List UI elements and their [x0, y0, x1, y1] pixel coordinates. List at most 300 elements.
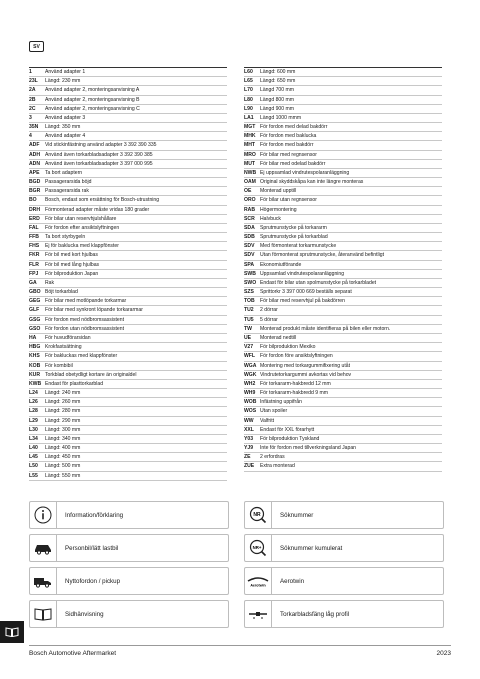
code-description: Extra monterad [260, 463, 295, 470]
code-row [29, 444, 227, 453]
code-description: Längd: 280 mm [45, 408, 81, 415]
code-abbreviation: L30 [29, 426, 38, 433]
code-description: Längd: 550 mm [45, 472, 81, 479]
code-abbreviation: SWO [244, 279, 257, 286]
code-description: Monterad produkt måste identifieras på bilen eller motorn. [260, 325, 391, 332]
code-row [29, 160, 227, 169]
code-row [29, 224, 227, 233]
code-description: För bilar med motlöpande torkarmar [45, 298, 127, 305]
svg-text:Aerotwin: Aerotwin [250, 583, 266, 588]
code-row [29, 178, 227, 187]
code-abbreviation: SDV [244, 243, 255, 250]
code-abbreviation: MUT [244, 160, 256, 167]
code-description: Längd 700 mm [260, 87, 294, 94]
code-row [244, 105, 442, 114]
code-description: Längd: 500 mm [45, 463, 81, 470]
code-abbreviation: L80 [244, 96, 253, 103]
code-row [29, 187, 227, 196]
code-abbreviation: ZE [244, 454, 251, 461]
code-row [244, 77, 442, 86]
code-row [244, 362, 442, 371]
code-abbreviation: UE [244, 334, 252, 341]
code-row [29, 169, 227, 178]
code-row [29, 371, 227, 380]
code-row [244, 398, 442, 407]
code-row [244, 242, 442, 251]
code-row [29, 316, 227, 325]
code-abbreviation: KOB [29, 362, 41, 369]
code-description: Krokfastsättning [45, 344, 82, 351]
code-abbreviation: SDB [244, 234, 255, 241]
code-abbreviation: GSG [29, 316, 41, 323]
code-row [29, 96, 227, 105]
code-abbreviation: L60 [244, 69, 253, 75]
low-profile-icon [245, 601, 272, 627]
code-abbreviation: Y03 [244, 435, 254, 442]
code-abbreviation: WW [244, 417, 254, 424]
code-description: För bilar med odelad bakdörr [260, 160, 326, 167]
code-row [244, 114, 442, 123]
code-description: För huvudförarsidan [45, 334, 91, 341]
code-description: Längd: 350 mm [45, 124, 81, 131]
codes-table-left [29, 67, 227, 481]
footer-brand: Bosch Automotive Aftermarket [29, 650, 117, 657]
code-description: För bilar med reservhjul på bakdörren [260, 298, 345, 305]
code-description: Sprutmunstycke på torkarblad [260, 234, 328, 241]
code-abbreviation: FFB [29, 234, 39, 241]
code-description: Längd: 240 mm [45, 390, 81, 397]
code-abbreviation: L65 [244, 78, 253, 85]
code-row [244, 371, 442, 380]
legend-label: Söknummer kumulerat [280, 544, 343, 552]
code-abbreviation: FKR [29, 252, 40, 259]
code-description: För fordon med bakdörr [260, 142, 314, 149]
code-description: Monterad upptill [260, 188, 297, 195]
code-description: Längd: 450 mm [45, 454, 81, 461]
code-abbreviation: 35N [29, 124, 39, 131]
code-row [244, 270, 442, 279]
code-row [244, 151, 442, 160]
code-row [244, 261, 442, 270]
code-abbreviation: YJ9 [244, 445, 254, 452]
code-abbreviation: OAM [244, 179, 256, 186]
legend-label: Personbil/lätt lastbil [65, 544, 119, 552]
code-abbreviation: TOB [244, 298, 255, 305]
legend-item [244, 600, 444, 628]
footer-divider [29, 645, 451, 646]
code-description: Använd adapter 3 [45, 114, 86, 121]
code-description: Längd: 650 mm [260, 78, 296, 85]
code-description: För torkararm-hakbredd 12 mm [260, 380, 331, 387]
code-description: Längd: 260 mm [45, 399, 81, 406]
code-abbreviation: SZS [244, 289, 254, 296]
book-tab-icon [0, 621, 24, 643]
code-abbreviation: V27 [244, 344, 254, 351]
code-description: Halvbuck [260, 215, 281, 222]
code-abbreviation: MHT [244, 142, 256, 149]
code-abbreviation: LA1 [244, 114, 254, 121]
code-abbreviation: 2C [29, 105, 36, 112]
pickup-icon [30, 568, 57, 594]
code-abbreviation: WH9 [244, 390, 256, 397]
code-description: Använd adapter 2, monteringsanvisning C [45, 105, 140, 112]
code-description: Längd: 600 mm [260, 69, 296, 75]
code-abbreviation: 4 [29, 133, 32, 140]
code-abbreviation: WH2 [244, 380, 256, 387]
code-row [29, 389, 227, 398]
code-row [244, 343, 442, 352]
footer-year: 2023 [436, 650, 451, 657]
code-abbreviation: L26 [29, 399, 38, 406]
code-description: Torkblad obetydligt kortare än originaldel [45, 371, 137, 378]
code-row [29, 114, 227, 123]
svg-text:NR+: NR+ [252, 545, 262, 550]
code-row [244, 196, 442, 205]
code-abbreviation: BGD [29, 179, 41, 186]
code-description: Passagerarsida böjd [45, 179, 92, 186]
code-abbreviation: GBO [29, 289, 41, 296]
code-description: Använd adapter 2, monteringsanvisning A [45, 87, 140, 94]
code-description: 5 dörrar [260, 316, 278, 323]
code-row [29, 435, 227, 444]
code-abbreviation: 23L [29, 78, 38, 85]
code-description: För fordon med nödbromsassistent [45, 316, 124, 323]
code-description: För bilar med regnsensor [260, 151, 317, 158]
code-description: Vindrutetorkargummi avkortas vid behov [260, 371, 352, 378]
code-abbreviation: HBG [29, 344, 41, 351]
legend-label: Information/förklaring [65, 511, 124, 519]
code-abbreviation: ZUE [244, 463, 255, 470]
code-abbreviation: L28 [29, 408, 38, 415]
code-row [244, 178, 442, 187]
code-row [29, 270, 227, 279]
code-abbreviation: L70 [244, 87, 253, 94]
legend-label: Aerotwin [280, 577, 305, 585]
legend-item [29, 600, 229, 628]
code-abbreviation: WGA [244, 362, 257, 369]
code-row [29, 362, 227, 371]
code-row [244, 169, 442, 178]
code-abbreviation: L90 [244, 105, 253, 112]
code-abbreviation: FHS [29, 243, 40, 250]
code-description: Endast för bilar utan spolmunstycke på torkarbladet [260, 279, 377, 286]
code-row [29, 132, 227, 141]
code-row [29, 426, 227, 435]
code-abbreviation: 2B [29, 96, 36, 103]
svg-text:NR: NR [253, 512, 261, 518]
code-description: Längd 1000 mmm [260, 114, 302, 121]
code-abbreviation: L29 [29, 417, 38, 424]
code-abbreviation: 2A [29, 87, 36, 94]
code-description: Längd 900 mm [260, 105, 294, 112]
code-description: Längd: 290 mm [45, 417, 81, 424]
code-description: Använd även torkarbladsadapter 3 392 390 385 [45, 151, 153, 158]
code-description: Högermontering [260, 206, 297, 213]
code-description: Valfritt [260, 417, 275, 424]
legend-label: Söknummer [280, 511, 314, 519]
code-row [244, 417, 442, 426]
code-row [29, 105, 227, 114]
code-row [244, 67, 442, 77]
code-description: För torkararm-hakbredd 9 mm [260, 390, 328, 397]
code-row [244, 407, 442, 416]
code-abbreviation: TW [244, 325, 252, 332]
code-row [244, 123, 442, 132]
legend-item [29, 567, 229, 595]
code-description: Böjt torkarblad [45, 289, 78, 296]
code-description: Förmonterad adapter måste vridas 180 grader [45, 206, 150, 213]
code-abbreviation: L45 [29, 454, 38, 461]
code-row [244, 435, 442, 444]
code-abbreviation: MHK [244, 133, 256, 140]
nr-search-icon [245, 502, 272, 528]
code-row [29, 279, 227, 288]
code-abbreviation: ADH [29, 151, 41, 158]
code-description: Ej för baklucka med klappfönster [45, 243, 119, 250]
code-abbreviation: ORO [244, 197, 256, 204]
code-row [29, 288, 227, 297]
code-row [29, 123, 227, 132]
code-row [244, 297, 442, 306]
code-row [29, 407, 227, 416]
code-abbreviation: SWB [244, 270, 256, 277]
code-description: Endast för XXL förarhytt [260, 426, 315, 433]
code-abbreviation: KHS [29, 353, 40, 360]
code-row [29, 196, 227, 205]
code-abbreviation: GLF [29, 307, 40, 314]
code-abbreviation: L50 [29, 463, 38, 470]
code-description: Utan förmonterat sprutmunstycke, återanvänd befintligt [260, 252, 385, 259]
code-row [244, 334, 442, 343]
code-description: Ta bort styrbygeln [45, 234, 86, 241]
code-row [244, 86, 442, 95]
code-description: För bil med kort hjulbas [45, 252, 98, 259]
code-row [29, 343, 227, 352]
code-description: För fordon med baklucka [260, 133, 317, 140]
code-abbreviation: TU2 [244, 307, 254, 314]
code-description: Inte för fordon med tillverkningsland Japan [260, 445, 356, 452]
code-abbreviation: MGT [244, 124, 256, 131]
code-abbreviation: NWB [244, 169, 257, 176]
book-icon [30, 601, 57, 627]
code-row [29, 297, 227, 306]
code-abbreviation: 3 [29, 114, 32, 121]
code-description: Ta bort adaptern [45, 169, 83, 176]
code-row [244, 96, 442, 105]
code-description: För fordon före ansiktslyftningen [260, 353, 333, 360]
cumulative-nr-icon [245, 535, 272, 561]
code-description: Längd: 230 mm [45, 78, 81, 85]
code-row [29, 233, 227, 242]
code-description: Passagerarsida rak [45, 188, 89, 195]
code-row [29, 141, 227, 150]
code-description: 2 dörrar [260, 307, 278, 314]
code-description: För bilar utan regnsensor [260, 197, 317, 204]
code-description: Endast för plasttorkarblad [45, 380, 104, 387]
code-row [244, 206, 442, 215]
car-icon [30, 535, 57, 561]
code-row [244, 215, 442, 224]
code-description: För bilar utan reservhjulshållare [45, 215, 117, 222]
code-description: Med förmonterat torkarmunstycke [260, 243, 337, 250]
code-description: Sprittorkr 3 397 000 669 beställs separat [260, 289, 352, 296]
code-description: Använd även torkarbladsadapter 3 397 000 995 [45, 160, 153, 167]
code-description: Längd 800 mm [260, 96, 294, 103]
code-abbreviation: XXL [244, 426, 254, 433]
code-row [244, 132, 442, 141]
code-abbreviation: KWB [29, 380, 42, 387]
code-abbreviation: WFL [244, 353, 256, 360]
code-description: Ej uppsamlad vindrutespolaranläggning [260, 169, 350, 176]
code-description: Längd: 340 mm [45, 435, 81, 442]
code-row [29, 215, 227, 224]
code-row [244, 444, 442, 453]
code-abbreviation: HA [29, 334, 37, 341]
code-row [244, 306, 442, 315]
code-abbreviation: KUR [29, 371, 41, 378]
code-row [244, 462, 442, 471]
code-row [244, 279, 442, 288]
code-row [244, 426, 442, 435]
code-row [29, 151, 227, 160]
code-row [29, 242, 227, 251]
code-row [244, 160, 442, 169]
code-abbreviation: WOB [244, 399, 257, 406]
code-abbreviation: L34 [29, 435, 38, 442]
code-description: För fordon utan nödbromsassistent [45, 325, 124, 332]
code-description: För kombibil [45, 362, 73, 369]
language-badge: SV [29, 41, 44, 52]
code-abbreviation: GA [29, 279, 37, 286]
info-icon [30, 502, 57, 528]
legend-item [244, 501, 444, 529]
code-row [29, 77, 227, 86]
code-row [29, 306, 227, 315]
legend-item [29, 534, 229, 562]
code-description: 2 erfordras [260, 454, 285, 461]
code-abbreviation: WGK [244, 371, 257, 378]
code-abbreviation: SCR [244, 215, 255, 222]
code-description: För bilproduktion Japan [45, 270, 99, 277]
code-abbreviation: FPJ [29, 270, 39, 277]
code-abbreviation: ADF [29, 142, 40, 149]
code-row [244, 233, 442, 242]
code-abbreviation: GSO [29, 325, 41, 332]
code-row [244, 187, 442, 196]
code-row [244, 251, 442, 260]
legend-label: Nyttofordon / pickup [65, 577, 121, 585]
legend-left [29, 501, 229, 633]
code-description: Vid stickinfästning använd adapter 3 392 390 335 [45, 142, 157, 149]
code-row [29, 261, 227, 270]
code-description: Utan spoiler [260, 408, 288, 415]
legend-label: Sidhänvisning [65, 610, 104, 618]
code-description: Längd: 400 mm [45, 445, 81, 452]
code-abbreviation: APE [29, 169, 40, 176]
code-row [29, 462, 227, 471]
code-description: Infästning uppifrån [260, 399, 302, 406]
code-description: Använd adapter 2, monteringsanvisning B [45, 96, 140, 103]
code-abbreviation: OE [244, 188, 252, 195]
code-row [29, 398, 227, 407]
code-row [29, 453, 227, 462]
code-description: För bil med lång hjulbas [45, 261, 100, 268]
code-abbreviation: SDV [244, 252, 255, 259]
code-description: Sprutmunstycke på torkararm [260, 224, 327, 231]
code-row [29, 417, 227, 426]
code-abbreviation: SPA [244, 261, 255, 268]
legend-label: Torkarbladsfäng låg profil [280, 610, 350, 618]
code-description: Uppsamlad vindrutespolaranläggning [260, 270, 345, 277]
legend-item [29, 501, 229, 529]
code-abbreviation: FLR [29, 261, 39, 268]
code-abbreviation: MRO [244, 151, 256, 158]
code-abbreviation: DRH [29, 206, 41, 213]
code-abbreviation: SDA [244, 224, 255, 231]
code-row [244, 352, 442, 361]
code-description: Rak [45, 279, 55, 286]
code-description: För bilar med synkront löpande torkararmar [45, 307, 143, 314]
code-abbreviation: 1 [29, 69, 32, 75]
code-row [29, 334, 227, 343]
code-description: För bilproduktion Mexiko [260, 344, 316, 351]
code-description: För fordon med delad bakdörr [260, 124, 328, 131]
code-row [29, 251, 227, 260]
code-description: För bakluckas med klappfönster [45, 353, 118, 360]
code-row [29, 472, 227, 481]
code-abbreviation: L55 [29, 472, 38, 479]
code-description: Bosch, endast som ersättning för Bosch-utrustning [45, 197, 160, 204]
code-row [244, 325, 442, 334]
code-description: Monterad nedtill [260, 334, 297, 341]
code-row [244, 288, 442, 297]
code-description: För fordon efter ansiktslyftningen [45, 224, 120, 231]
code-abbreviation: RAB [244, 206, 256, 213]
code-row [244, 316, 442, 325]
code-row [29, 86, 227, 95]
code-abbreviation: GEG [29, 298, 41, 305]
code-abbreviation: FAL [29, 224, 39, 231]
code-description: Använd adapter 1 [45, 69, 86, 75]
code-abbreviation: WOS [244, 408, 257, 415]
code-row [244, 389, 442, 398]
code-row [29, 352, 227, 361]
aerotwin-icon [245, 568, 272, 594]
code-description: Montering med torkargummifixering utåt [260, 362, 351, 369]
code-abbreviation: TU5 [244, 316, 254, 323]
legend-item [244, 567, 444, 595]
code-row [29, 206, 227, 215]
code-row [244, 380, 442, 389]
code-abbreviation: ADN [29, 160, 41, 167]
legend-right [244, 501, 444, 633]
code-description: Original skyddskåpa kan inte längre monteras [260, 179, 364, 186]
code-description: Använd adapter 4 [45, 133, 86, 140]
code-description: Längd: 300 mm [45, 426, 81, 433]
code-abbreviation: ERD [29, 215, 40, 222]
code-row [244, 453, 442, 462]
code-row [29, 67, 227, 77]
codes-table-right [244, 67, 442, 472]
code-abbreviation: L24 [29, 390, 38, 397]
code-description: För bilproduktion Tyskland [260, 435, 320, 442]
code-abbreviation: BGR [29, 188, 41, 195]
code-description: Ekonomiutförande [260, 261, 302, 268]
code-abbreviation: L40 [29, 445, 38, 452]
legend-item [244, 534, 444, 562]
code-row [29, 325, 227, 334]
code-row [244, 224, 442, 233]
